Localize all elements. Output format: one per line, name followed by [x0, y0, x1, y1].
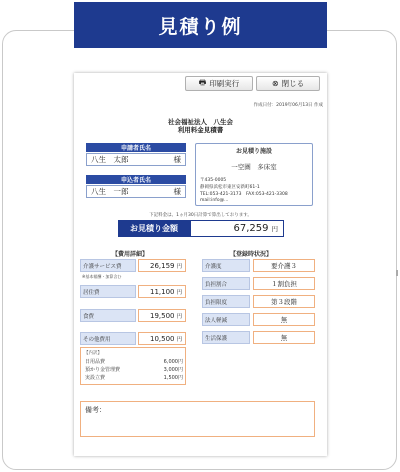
applicant-honorific: 様 [173, 155, 181, 164]
status-row-label: 負担割合 [202, 277, 250, 290]
breakdown-name: 預かり金管理費 [85, 367, 121, 373]
status-row-value: 要介護３ [253, 259, 315, 272]
created-date: 作成日付：2019年06月13日 作成 [253, 103, 323, 108]
fee-row-value [138, 309, 186, 322]
calculation-note: 下記料金は、1ヵ月30日計算で算出しております。 [149, 213, 252, 218]
fee-unit: 円 [176, 336, 182, 343]
close-button[interactable] [256, 76, 320, 91]
facility-tel-fax: TEL:053-421-3173 FAX:053-421-3308 [200, 192, 288, 197]
facility-address: 静岡県浜松市東区安新町61-1 [200, 185, 260, 190]
fee-row-sub: ※基本報酬・加算含む [82, 274, 122, 279]
fee-row-label: 介護サービス費 [80, 259, 136, 272]
facility-label: お見積り施設 [235, 148, 272, 155]
fee-unit: 円 [176, 263, 182, 270]
breakdown-item [85, 358, 183, 365]
document-title: 利用料金見積書 [177, 126, 224, 134]
breakdown-item [85, 366, 183, 373]
fee-row-label: 居住費 [80, 285, 136, 298]
breakdown-item [85, 374, 183, 381]
facility-postal: 〒435-0005 [200, 178, 227, 183]
breakdown-name: 実設立費 [85, 375, 106, 381]
status-row-value: 第３段階 [253, 295, 315, 308]
printer-icon: 🖶 [198, 77, 207, 87]
remarks-label: 備考： [85, 406, 106, 414]
fee-details-heading: 【費用詳細】 [112, 251, 149, 258]
fee-row-label: その他費用 [80, 332, 136, 345]
scroll-marker [396, 270, 398, 276]
fee-unit: 円 [176, 289, 182, 296]
registration-heading: 【登録時状況】 [230, 251, 273, 258]
status-row-label: 介護度 [202, 259, 250, 272]
facility-box [195, 143, 313, 206]
submitter-label: 申込者氏名 [86, 175, 186, 184]
other-fees-breakdown [80, 347, 186, 385]
fee-value: 26,159 [149, 261, 175, 270]
submitter-honorific: 様 [173, 187, 181, 196]
fee-row-label: 食費 [80, 309, 136, 322]
breakdown-name: 日用品費 [85, 359, 106, 365]
status-row-value: 無 [253, 313, 315, 326]
remarks-field[interactable] [80, 401, 315, 437]
status-row-label: 生活保護 [202, 331, 250, 344]
fee-row-value [138, 332, 186, 345]
print-button[interactable] [185, 76, 253, 91]
breakdown-amount: 3,000円 [163, 367, 183, 373]
fee-value: 11,100 [149, 287, 175, 296]
applicant-label: 申請者氏名 [86, 143, 186, 152]
facility-email: mail:info@... [200, 198, 229, 203]
total-label: お見積り金額 [118, 220, 190, 237]
status-row-label: 法人軽減 [202, 313, 250, 326]
organization-name: 社会福祉法人 八生会 [168, 118, 233, 126]
fee-unit: 円 [176, 313, 182, 320]
facility-name: 一空圏 多床室 [231, 163, 277, 171]
status-row-value: １割負担 [253, 277, 315, 290]
status-row-label: 負担限度 [202, 295, 250, 308]
breakdown-heading: 【内訳】 [84, 351, 102, 356]
fee-value: 10,500 [149, 334, 175, 343]
total-value: 67,259 [233, 223, 269, 234]
breakdown-amount: 1,500円 [163, 375, 183, 381]
fee-row-value [138, 285, 186, 298]
fee-value: 19,500 [149, 311, 175, 320]
applicant-name: 八生 太郎 [91, 155, 129, 164]
status-row-value: 無 [253, 331, 315, 344]
total-unit: 円 [271, 225, 278, 233]
close-icon: ⊗ [271, 79, 279, 88]
estimate-document [74, 73, 327, 456]
breakdown-amount: 6,000円 [163, 359, 183, 365]
submitter-name-field [86, 185, 186, 198]
page-title: 見積り例 [74, 2, 327, 48]
print-label: 印刷実行 [209, 79, 240, 88]
toolbar [74, 73, 327, 95]
close-label: 閉じる [281, 79, 305, 88]
total-amount [190, 220, 284, 237]
applicant-name-field [86, 153, 186, 166]
submitter-name: 八生 一郎 [91, 187, 129, 196]
fee-row-value [138, 259, 186, 272]
